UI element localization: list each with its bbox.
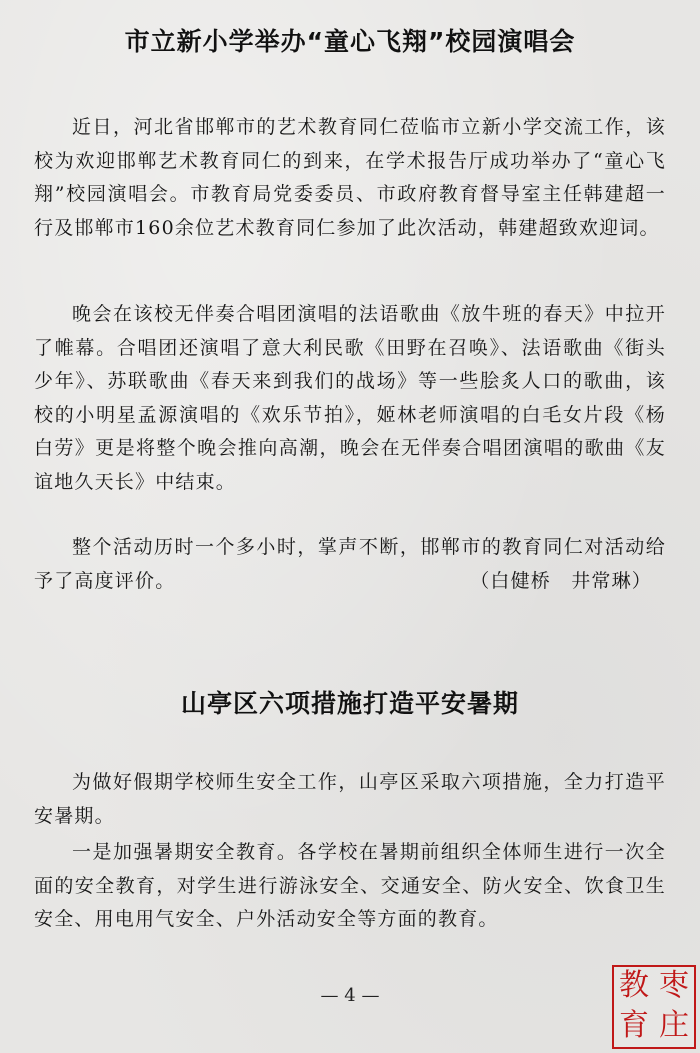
seal-character: 教 [619,968,649,1003]
article-paragraph: 近日，河北省邯郸市的艺术教育同仁莅临市立新小学交流工作，该校为欢迎邯郸艺术教育同仁的到来，在学术报告厅成功举办了“童心飞翔”校园演唱会。市教育局党委委员、市政府教育督导室主任韩建超一行及邯郸市160余位艺术教育同仁参加了此次活动，韩建超致欢迎词。 [34,116,666,239]
article-paragraph: 一是加强暑期安全教育。各学校在暑期前组织全体师生进行一次全面的安全教育，对学生进行游泳安全、交通安全、防火安全、饮食卫生安全、用电用气安全、户外活动安全等方面的教育。 [34,841,666,931]
watermark-seal [612,965,696,1049]
article-paragraph: 整个活动历时一个多小时，掌声不断，邯郸市的教育同仁对活动给予了高度评价。 [34,536,666,592]
article-title: 山亭区六项措施打造平安暑期 [180,689,519,718]
article-title: 市立新小学举办“童心飞翔”校园演唱会 [124,27,576,56]
article-paragraph: 为做好假期学校师生安全工作，山亭区采取六项措施，全力打造平安暑期。 [34,771,666,827]
page-number: — 4 — [320,985,380,1006]
article-author: （白健桥 井常琳） [470,570,652,592]
seal-character: 育 [619,1008,649,1043]
article-paragraph: 晚会在该校无伴奏合唱团演唱的法语歌曲《放牛班的春天》中拉开了帷幕。合唱团还演唱了意大利民歌《田野在召唤》、法语歌曲《街头少年》、苏联歌曲《春天来到我们的战场》等一些脍炙人口的歌曲，该校的小明星孟源演唱的《欢乐节拍》，姬林老师演唱的白毛女片段《杨白劳》更是将整个晚会推向高潮，晚会在无伴奏合唱团演唱的歌曲《友谊地久天长》中结束。 [34,303,666,493]
seal-character: 庄 [659,1008,689,1043]
seal-character: 枣 [659,968,689,1003]
